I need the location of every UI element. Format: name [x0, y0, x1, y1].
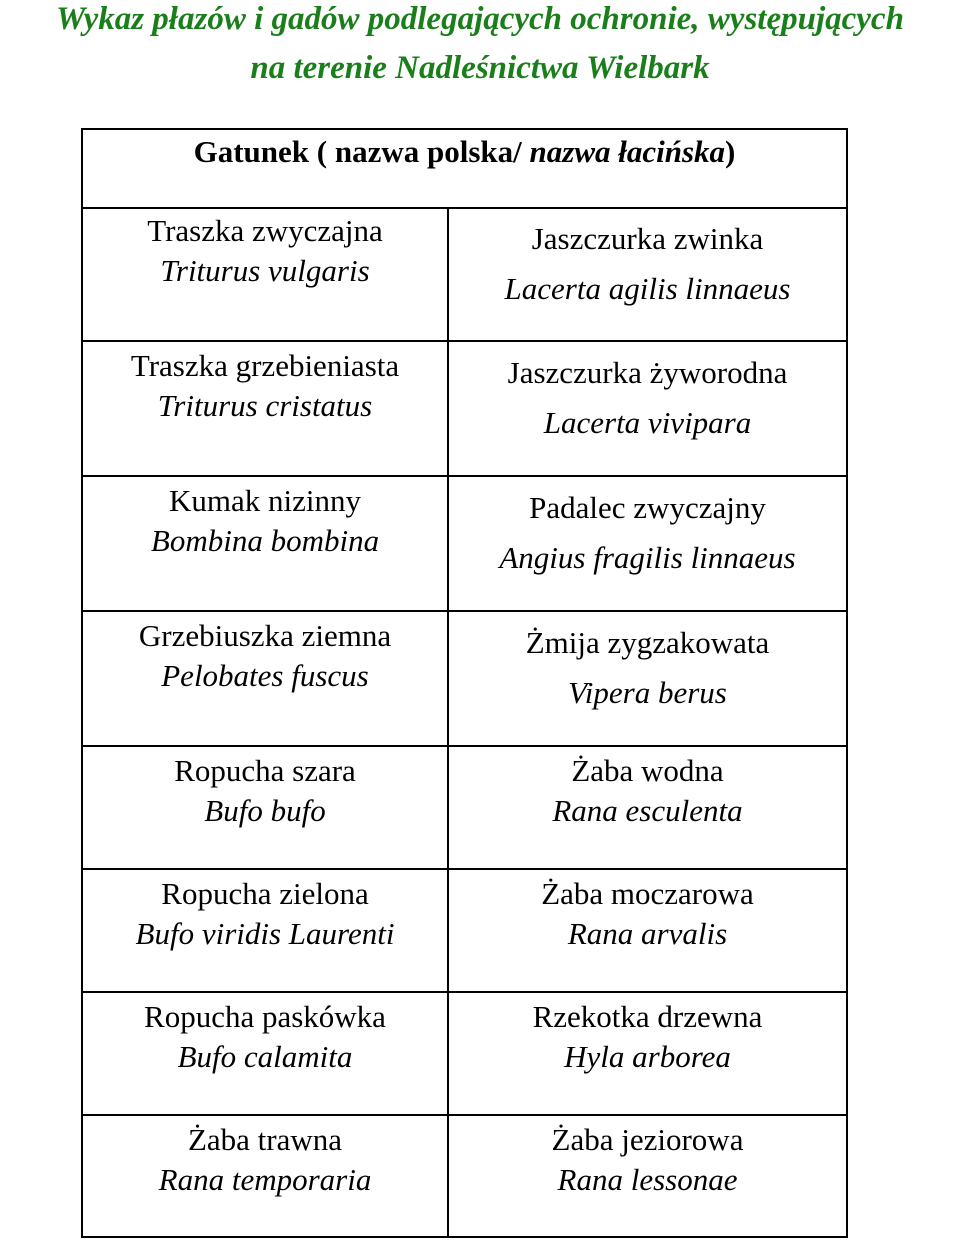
- header-label: Gatunek ( nazwa polska/: [193, 134, 530, 169]
- header-latin-label: nazwa łacińska: [529, 134, 726, 169]
- latin-name: Pelobates fuscus: [161, 658, 369, 693]
- header-close: ): [725, 134, 736, 169]
- latin-name: Rana temporaria: [158, 1162, 372, 1197]
- species-cell: [83, 342, 447, 477]
- polish-name: Żaba trawna: [187, 1122, 343, 1157]
- species-cell: [449, 993, 846, 1116]
- species-cell: [449, 342, 846, 477]
- species-cell: [83, 747, 447, 870]
- latin-name: Vipera berus: [568, 675, 727, 710]
- polish-name: Żmija zygzakowata: [525, 625, 770, 660]
- polish-name: Ropucha szara: [174, 753, 356, 788]
- latin-name: Bufo viridis Laurenti: [135, 916, 395, 951]
- species-cell: [83, 477, 447, 612]
- polish-name: Jaszczurka żyworodna: [507, 355, 788, 390]
- latin-name: Bufo bufo: [204, 793, 326, 828]
- latin-name: Rana lessonae: [557, 1162, 738, 1197]
- latin-name: Lacerta vivipara: [543, 405, 752, 440]
- latin-name: Triturus cristatus: [157, 388, 373, 423]
- polish-name: Żaba moczarowa: [541, 876, 754, 911]
- species-cell: [449, 1116, 846, 1236]
- latin-name: Bombina bombina: [150, 523, 380, 558]
- polish-name: Traszka grzebieniasta: [130, 348, 400, 383]
- species-cell: [83, 612, 447, 747]
- latin-name: Rana esculenta: [552, 793, 743, 828]
- reptile-column-right: [447, 207, 846, 1236]
- species-cell: [83, 207, 447, 342]
- latin-name: Lacerta agilis linnaeus: [504, 271, 791, 306]
- species-cell: [449, 207, 846, 342]
- polish-name: Ropucha paskówka: [144, 999, 386, 1034]
- polish-name: Żaba wodna: [571, 753, 724, 788]
- title-line-1: Wykaz płazów i gadów podlegających ochronie, występujących: [56, 1, 904, 37]
- polish-name: Grzebiuszka ziemna: [138, 618, 392, 653]
- species-cell: [449, 870, 846, 993]
- polish-name: Żaba jeziorowa: [551, 1122, 744, 1157]
- species-cell: [449, 477, 846, 612]
- species-cell: [449, 612, 846, 747]
- polish-name: Traszka zwyczajna: [147, 213, 383, 248]
- latin-name: Bufo calamita: [177, 1039, 353, 1074]
- polish-name: Rzekotka drzewna: [532, 999, 763, 1034]
- polish-name: Jaszczurka zwinka: [531, 221, 764, 256]
- latin-name: Hyla arborea: [564, 1039, 731, 1074]
- latin-name: Angius fragilis linnaeus: [499, 540, 796, 575]
- species-cell: [83, 1116, 447, 1236]
- latin-name: Triturus vulgaris: [160, 253, 370, 288]
- polish-name: Padalec zwyczajny: [529, 490, 766, 525]
- polish-name: Kumak nizinny: [169, 483, 361, 518]
- species-cell: [83, 870, 447, 993]
- species-cell: [449, 747, 846, 870]
- latin-name: Rana arvalis: [567, 916, 728, 951]
- species-cell: [83, 993, 447, 1116]
- species-table: [81, 128, 848, 1238]
- table-header: [83, 130, 846, 209]
- polish-name: Ropucha zielona: [161, 876, 369, 911]
- amphibian-column-left: [83, 207, 447, 1236]
- title-line-2: na terenie Nadleśnictwa Wielbark: [250, 50, 710, 86]
